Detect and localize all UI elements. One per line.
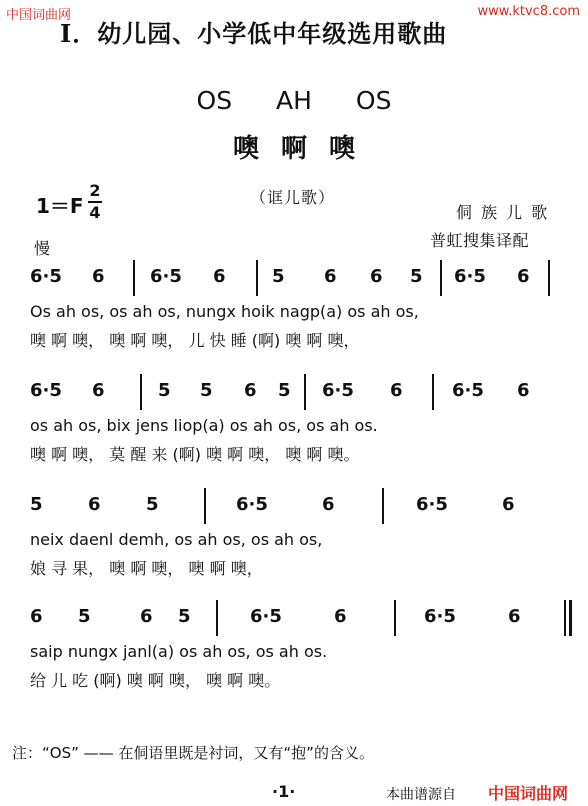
lyrics-english: Os ah os, os ah os, nungx hoik nagp(a) os ah os,	[30, 302, 419, 321]
barline	[256, 260, 258, 296]
note: 6	[502, 494, 515, 515]
note: 6	[370, 266, 383, 287]
lyrics-chinese: 给 儿 吃 (啊) 噢 啊 噢， 噢 啊 噢。	[30, 671, 281, 690]
note: 6·5	[416, 494, 448, 515]
note: 6	[140, 606, 153, 627]
note: 6	[322, 494, 335, 515]
note: 5	[278, 380, 291, 401]
lyrics-chinese: 噢 啊 噢， 莫 醒 来 (啊) 噢 啊 噢， 噢 啊 噢。	[30, 445, 360, 464]
notation-line	[0, 606, 588, 636]
notation-line	[0, 380, 588, 410]
barline	[216, 600, 218, 636]
note: 6	[508, 606, 521, 627]
lyrics-english: neix daenl demh, os ah os, os ah os,	[30, 530, 323, 549]
note: 6·5	[452, 380, 484, 401]
lyrics-english: os ah os, bix jens liop(a) os ah os, os ah os.	[30, 416, 378, 435]
watermark-left: 中国词曲网	[6, 8, 72, 23]
note: 6	[30, 606, 43, 627]
meter-denominator: 4	[89, 203, 101, 222]
note: 6	[244, 380, 257, 401]
note: 6·5	[250, 606, 282, 627]
note: 6	[390, 380, 403, 401]
note: 5	[78, 606, 91, 627]
note: 6·5	[150, 266, 182, 287]
barline	[564, 600, 566, 636]
note: 5	[146, 494, 159, 515]
barline	[304, 374, 306, 410]
meter-numerator: 2	[89, 181, 101, 200]
note: 6	[92, 266, 105, 287]
barline	[133, 260, 135, 296]
notation-line	[0, 266, 588, 296]
note: 6·5	[30, 266, 62, 287]
song-title-english: OS AH OS	[196, 86, 392, 115]
barline	[394, 600, 396, 636]
barline	[432, 374, 434, 410]
final-barline	[569, 600, 572, 636]
barline	[140, 374, 142, 410]
note: 6	[324, 266, 337, 287]
genre-label: （诓儿歌）	[250, 188, 336, 207]
note: 6·5	[236, 494, 268, 515]
note: 6	[517, 266, 530, 287]
note: 5	[158, 380, 171, 401]
notation-line	[0, 494, 588, 524]
source-site-link[interactable]: 中国词曲网	[488, 784, 569, 803]
song-title-chinese: 噢啊噢	[232, 134, 377, 164]
barline	[548, 260, 550, 296]
note: 6·5	[30, 380, 62, 401]
note: 5	[200, 380, 213, 401]
note: 6·5	[322, 380, 354, 401]
credit-origin: 侗 族 儿 歌	[456, 203, 550, 222]
lyrics-chinese: 娘 寻 果， 噢 啊 噢， 噢 啊 噢，	[30, 559, 263, 578]
barline	[204, 488, 206, 524]
note: 6	[88, 494, 101, 515]
note: 5	[30, 494, 43, 515]
note: 5	[272, 266, 285, 287]
note: 6	[334, 606, 347, 627]
credit-arranger: 普虹搜集译配	[430, 231, 530, 250]
tempo-marking: 慢	[34, 239, 51, 258]
source-label: 本曲谱源自	[386, 787, 456, 803]
lyrics-chinese: 噢 啊 噢， 噢 啊 噢， 儿 快 睡 (啊) 噢 啊 噢，	[30, 331, 360, 350]
key-signature: 1＝F	[36, 194, 84, 218]
barline	[382, 488, 384, 524]
note: 6·5	[454, 266, 486, 287]
barline	[440, 260, 442, 296]
note: 6	[213, 266, 226, 287]
note: 5	[178, 606, 191, 627]
section-heading: Ⅰ．幼儿园、小学低中年级选用歌曲	[60, 19, 448, 48]
note: 6·5	[424, 606, 456, 627]
time-signature	[88, 182, 102, 222]
note: 6	[92, 380, 105, 401]
lyrics-english: saip nungx janl(a) os ah os, os ah os.	[30, 642, 328, 661]
watermark-right: www.ktvc8.com	[477, 4, 580, 19]
footnote: 注：“OS” —— 在侗语里既是衬词，又有“抱”的含义。	[12, 744, 374, 762]
note: 6	[517, 380, 530, 401]
page-number: ·1·	[272, 782, 296, 801]
note: 5	[410, 266, 423, 287]
